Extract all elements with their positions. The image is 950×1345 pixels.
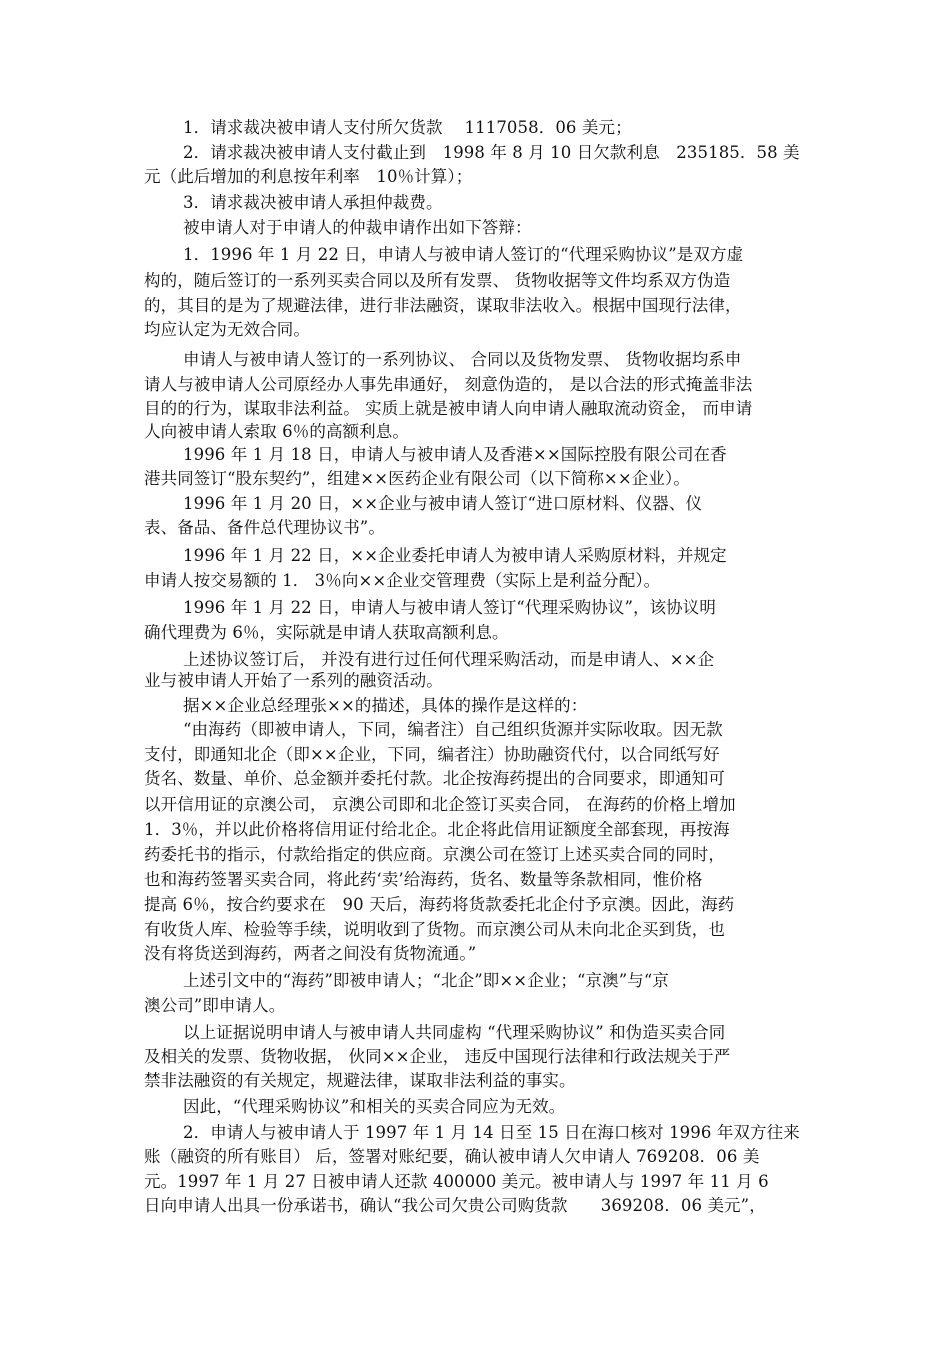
text-line: 账（融资的所有账目） 后，签署对账纪要，确认被申请人欠申请人 769208．06 美 — [144, 1147, 760, 1166]
text-line: 上述引文中的“海药”即被申请人；“北企”即××企业；“京澳”与“京 — [183, 971, 669, 990]
text-line: 据××企业总经理张××的描述，具体的操作是这样的： — [183, 696, 588, 715]
text-line: 澳公司”即申请人。 — [144, 996, 286, 1015]
text-line: 也和海药签署买卖合同，将此药‘卖’给海药，货名、数量等条款相同，惟价格 — [144, 870, 703, 889]
text-line: 港共同签订“股东契约”，组建××医药企业有限公司（以下简称××企业）。 — [144, 469, 690, 488]
text-line: 2．请求裁决被申请人支付截止到 1998 年 8 月 10 日欠款利息 235185．58 美 — [183, 143, 800, 162]
text-line: 药委托书的指示，付款给指定的供应商。京澳公司在签订上述买卖合同的同时， — [144, 845, 725, 864]
text-line: 元（此后增加的利息按年利率 10％计算）； — [144, 167, 473, 186]
text-line: 1996 年 1 月 20 日，××企业与被申请人签订“进口原材料、仪器、仪 — [183, 494, 703, 513]
text-line: 日向申请人出具一份承诺书，确认“我公司欠贵公司购货款 369208．06 美元”， — [144, 1196, 766, 1215]
text-line: 业与被申请人开始了一系列的融资活动。 — [144, 671, 443, 690]
text-line: 目的的行为，谋取非法利益。 实质上就是被申请人向申请人融取流动资金， 而申请 — [144, 399, 753, 418]
text-line: 人向被申请人索取 6％的高额利息。 — [144, 422, 409, 441]
text-line: 2．申请人与被申请人于 1997 年 1 月 14 日至 15 日在海口核对 1996 年双方往来 — [183, 1123, 800, 1142]
text-line: 禁非法融资的有关规定，规避法律，谋取非法利益的事实。 — [144, 1071, 576, 1090]
text-line: 上述协议签订后， 并没有进行过任何代理采购活动，而是申请人、××企 — [183, 650, 715, 669]
text-line: 3．请求裁决被申请人承担仲裁费。 — [183, 193, 443, 212]
text-line: 元。1997 年 1 月 27 日被申请人还款 400000 美元。被申请人与 1997 年 11 月 6 — [144, 1172, 769, 1191]
text-line: 1．3％，并以此价格将信用证付给北企。北企将此信用证额度全部套现，再按海 — [144, 820, 730, 839]
text-line: 有收货人库、检验等手续，说明收到了货物。而京澳公司从未向北企买到货，也 — [144, 920, 725, 939]
text-line: 货名、数量、单价、总金额并委托付款。北企按海药提出的合同要求，即通知可 — [144, 769, 725, 788]
text-line: 确代理费为 6％，实际就是申请人获取高额利息。 — [144, 623, 509, 642]
text-line: 1．1996 年 1 月 22 日，申请人与被申请人签订的“代理采购协议”是双方虚 — [183, 245, 744, 264]
text-line: 请人与被申请人公司原经办人事先串通好， 刻意伪造的， 是以合法的形式掩盖非法 — [144, 375, 753, 394]
text-line: 没有将货送到海药，两者之间没有货物流通。” — [144, 944, 477, 963]
text-line: 以上证据说明申请人与被申请人共同虚构 “代理采购协议” 和伪造买卖合同 — [183, 1023, 726, 1042]
text-line: 1996 年 1 月 22 日，申请人与被申请人签订“代理采购协议”，该协议明 — [183, 598, 716, 617]
text-line: 因此，“代理采购协议”和相关的买卖合同应为无效。 — [183, 1097, 566, 1116]
text-line: 及相关的发票、货物收据， 伙同××企业， 违反中国现行法律和行政法规关于严 — [144, 1047, 731, 1066]
text-line: 表、备品、备件总代理协议书”。 — [144, 518, 385, 537]
text-line: 申请人按交易额的 1． 3％向××企业交管理费（实际上是利益分配）。 — [144, 571, 661, 590]
text-line: 构的，随后签订的一系列买卖合同以及所有发票、 货物收据等文件均系双方伪造 — [144, 271, 731, 290]
text-line: 均应认定为无效合同。 — [144, 320, 310, 339]
text-line: 1．请求裁决被申请人支付所欠货款 1117058．06 美元； — [183, 118, 632, 137]
text-line: “由海药（即被申请人，下同，编者注）自己组织货源并实际收取。因无款 — [183, 720, 723, 739]
text-line: 1996 年 1 月 22 日，××企业委托申请人为被申请人采购原材料，并规定 — [183, 546, 727, 565]
text-line: 提高 6％，按合约要求在 90 天后，海药将货款委托北企付予京澳。因此，海药 — [144, 895, 735, 914]
text-line: 申请人与被申请人签订的一系列协议、 合同以及货物发票、 货物收据均系申 — [183, 350, 742, 369]
text-line: 1996 年 1 月 18 日，申请人与被申请人及香港××国际控股有限公司在香 — [183, 445, 727, 464]
text-line: 被申请人对于申请人的仲裁申请作出如下答辩： — [183, 218, 532, 237]
text-line: 的，其目的是为了规避法律，进行非法融资，谋取非法收入。根据中国现行法律， — [144, 296, 742, 315]
text-line: 支付，即通知北企（即××企业，下同，编者注）协助融资代付，以合同纸写好 — [144, 745, 720, 764]
text-line: 以开信用证的京澳公司， 京澳公司即和北企签订买卖合同， 在海药的价格上增加 — [144, 795, 736, 814]
